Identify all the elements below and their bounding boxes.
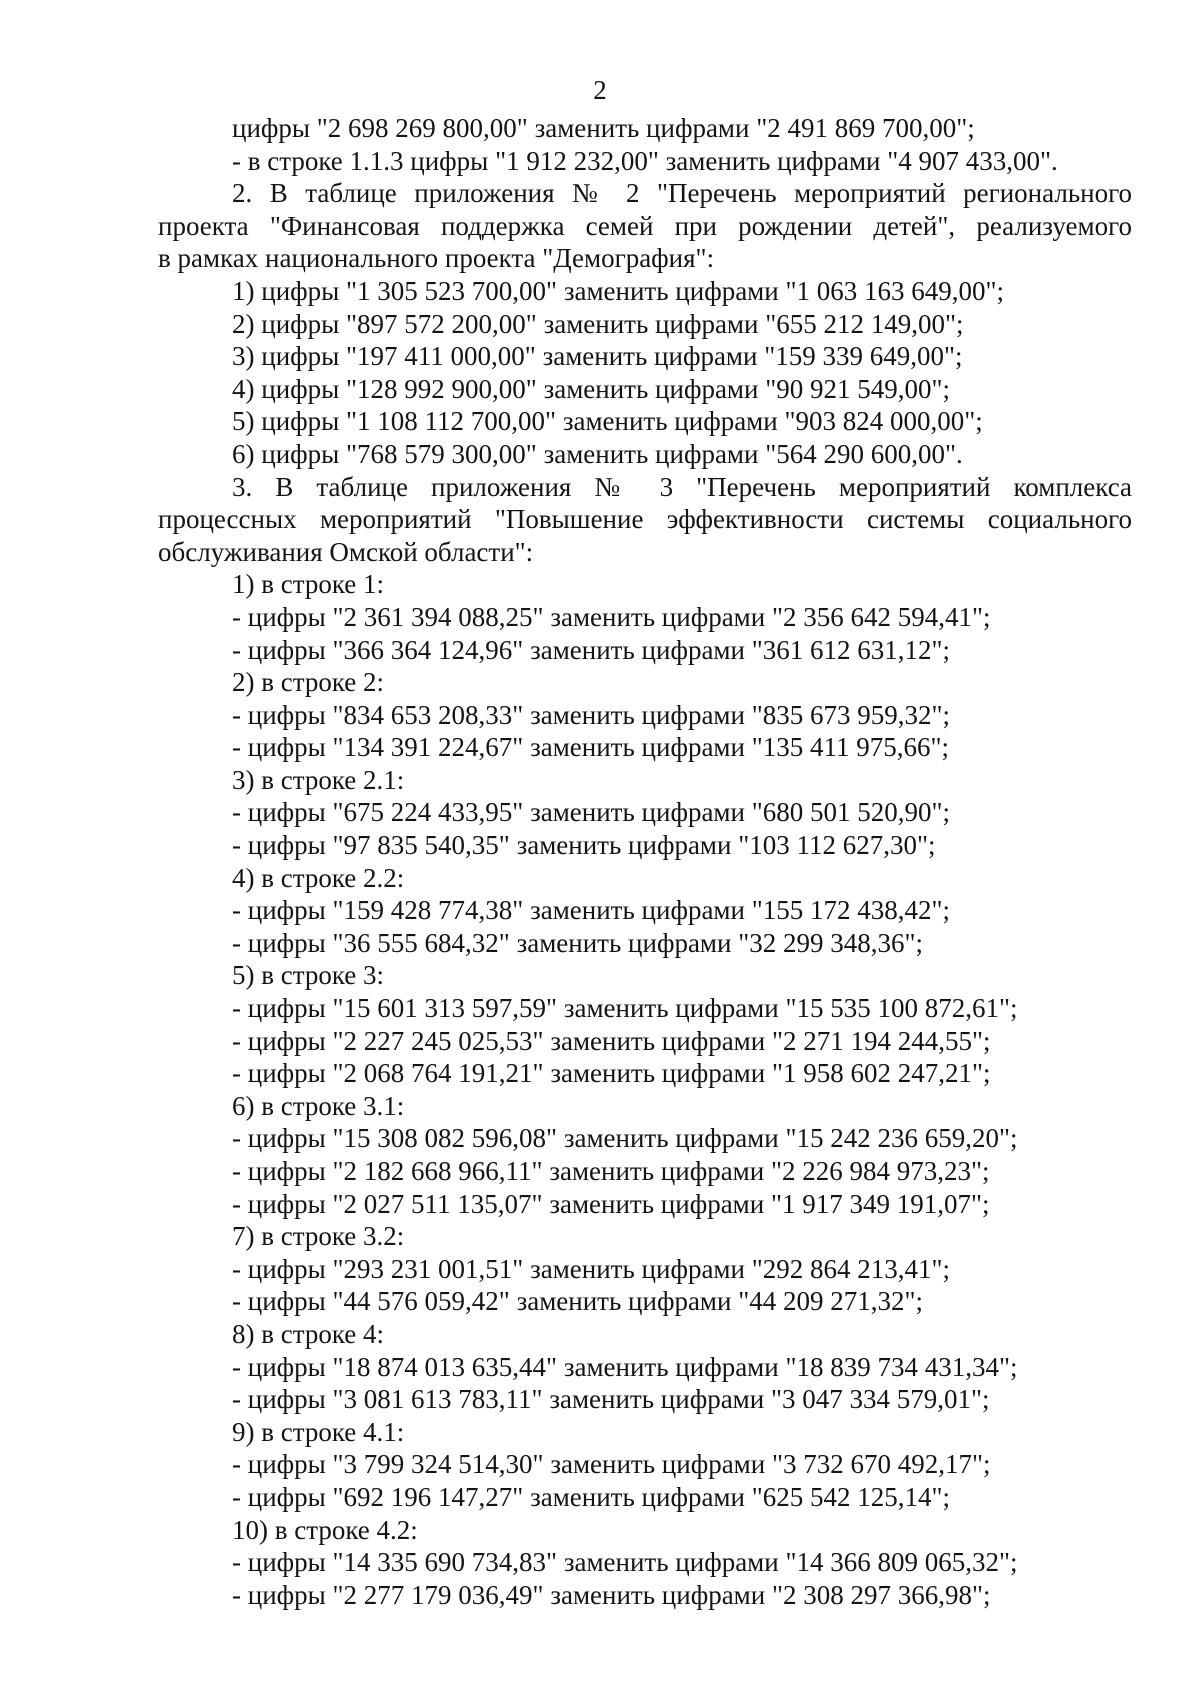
text-line: - цифры "293 231 001,51" заменить цифрами "292 864 213,41"; <box>232 1253 951 1284</box>
text-line: - цифры "2 277 179 036,49" заменить цифрами "2 308 297 366,98"; <box>232 1579 991 1610</box>
text-line: 2) в строке 2: <box>232 667 385 698</box>
text-line: процессных мероприятий "Повышение эффективности системы социального <box>158 504 1132 535</box>
text-line: - цифры "15 308 082 596,08" заменить цифрами "15 242 236 659,20"; <box>232 1123 1018 1154</box>
text-line: - цифры "15 601 313 597,59" заменить цифрами "15 535 100 872,61"; <box>232 993 1018 1024</box>
text-line: 9) в строке 4.1: <box>232 1416 405 1447</box>
text-line: - цифры "14 335 690 734,83" заменить цифрами "14 366 809 065,32"; <box>232 1547 1018 1578</box>
text-line: 1) в строке 1: <box>232 569 385 600</box>
text-line: 10) в строке 4.2: <box>232 1514 418 1545</box>
text-line: 2) цифры "897 572 200,00" заменить цифрами "655 212 149,00"; <box>232 308 964 339</box>
text-line: в рамках национального проекта "Демография": <box>158 243 715 274</box>
text-line: - цифры "36 555 684,32" заменить цифрами "32 299 348,36"; <box>232 927 924 958</box>
text-line: 6) в строке 3.1: <box>232 1090 405 1121</box>
text-line: - цифры "366 364 124,96" заменить цифрами "361 612 631,12"; <box>232 634 951 665</box>
text-line: - цифры "134 391 224,67" заменить цифрами "135 411 975,66"; <box>232 732 950 763</box>
text-line: 5) в строке 3: <box>232 960 385 991</box>
text-line: 7) в строке 3.2: <box>232 1221 405 1252</box>
text-line: - цифры "3 799 324 514,30" заменить цифрами "3 732 670 492,17"; <box>232 1449 991 1480</box>
text-line: 3) в строке 2.1: <box>232 764 405 795</box>
text-line: - цифры "2 182 668 966,11" заменить цифрами "2 226 984 973,23"; <box>232 1156 990 1186</box>
text-line: - цифры "44 576 059,42" заменить цифрами "44 209 271,32"; <box>232 1286 924 1317</box>
text-line: - цифры "2 361 394 088,25" заменить цифрами "2 356 642 594,41"; <box>232 601 991 632</box>
text-line: - цифры "2 068 764 191,21" заменить цифрами "1 958 602 247,21"; <box>232 1058 991 1089</box>
text-line: цифры "2 698 269 800,00" заменить цифрами "2 491 869 700,00"; <box>232 113 975 143</box>
text-line: 4) цифры "128 992 900,00" заменить цифрами "90 921 549,00"; <box>232 373 951 404</box>
text-line: 3) цифры "197 411 000,00" заменить цифрами "159 339 649,00"; <box>232 341 963 372</box>
text-line: 8) в строке 4: <box>232 1318 385 1349</box>
text-line: - цифры "97 835 540,35" заменить цифрами "103 112 627,30"; <box>232 830 936 861</box>
text-line: 5) цифры "1 108 112 700,00" заменить цифрами "903 824 000,00"; <box>232 406 983 437</box>
text-line: - цифры "834 653 208,33" заменить цифрами "835 673 959,32"; <box>232 699 951 730</box>
page-number: 2 <box>593 75 607 105</box>
text-line: - цифры "3 081 613 783,11" заменить цифрами "3 047 334 579,01"; <box>232 1384 990 1415</box>
text-line: - цифры "159 428 774,38" заменить цифрами "155 172 438,42"; <box>232 895 951 926</box>
text-line: - цифры "2 227 245 025,53" заменить цифрами "2 271 194 244,55"; <box>232 1025 991 1056</box>
text-line: проекта "Финансовая поддержка семей при рождении детей", реализуемого <box>158 210 1132 241</box>
text-line: - цифры "675 224 433,95" заменить цифрами "680 501 520,90"; <box>232 797 951 828</box>
text-line: обслуживания Омской области": <box>158 536 534 567</box>
text-line: 3. В таблице приложения № 3 "Перечень мероприятий комплекса <box>232 471 1132 502</box>
text-line: - цифры "18 874 013 635,44" заменить цифрами "18 839 734 431,34"; <box>232 1351 1018 1382</box>
text-line: - цифры "2 027 511 135,07" заменить цифрами "1 917 349 191,07"; <box>232 1188 990 1219</box>
text-line: 2. В таблице приложения № 2 "Перечень мероприятий регионального <box>232 178 1132 209</box>
text-line: 4) в строке 2.2: <box>232 862 405 893</box>
text-line: 1) цифры "1 305 523 700,00" заменить цифрами "1 063 163 649,00"; <box>232 275 1005 306</box>
document-body <box>158 112 1132 1611</box>
text-line: - цифры "692 196 147,27" заменить цифрами "625 542 125,14"; <box>232 1481 951 1512</box>
text-line: - в строке 1.1.3 цифры "1 912 232,00" заменить цифрами "4 907 433,00". <box>232 145 1058 176</box>
text-line: 6) цифры "768 579 300,00" заменить цифрами "564 290 600,00". <box>232 438 963 469</box>
